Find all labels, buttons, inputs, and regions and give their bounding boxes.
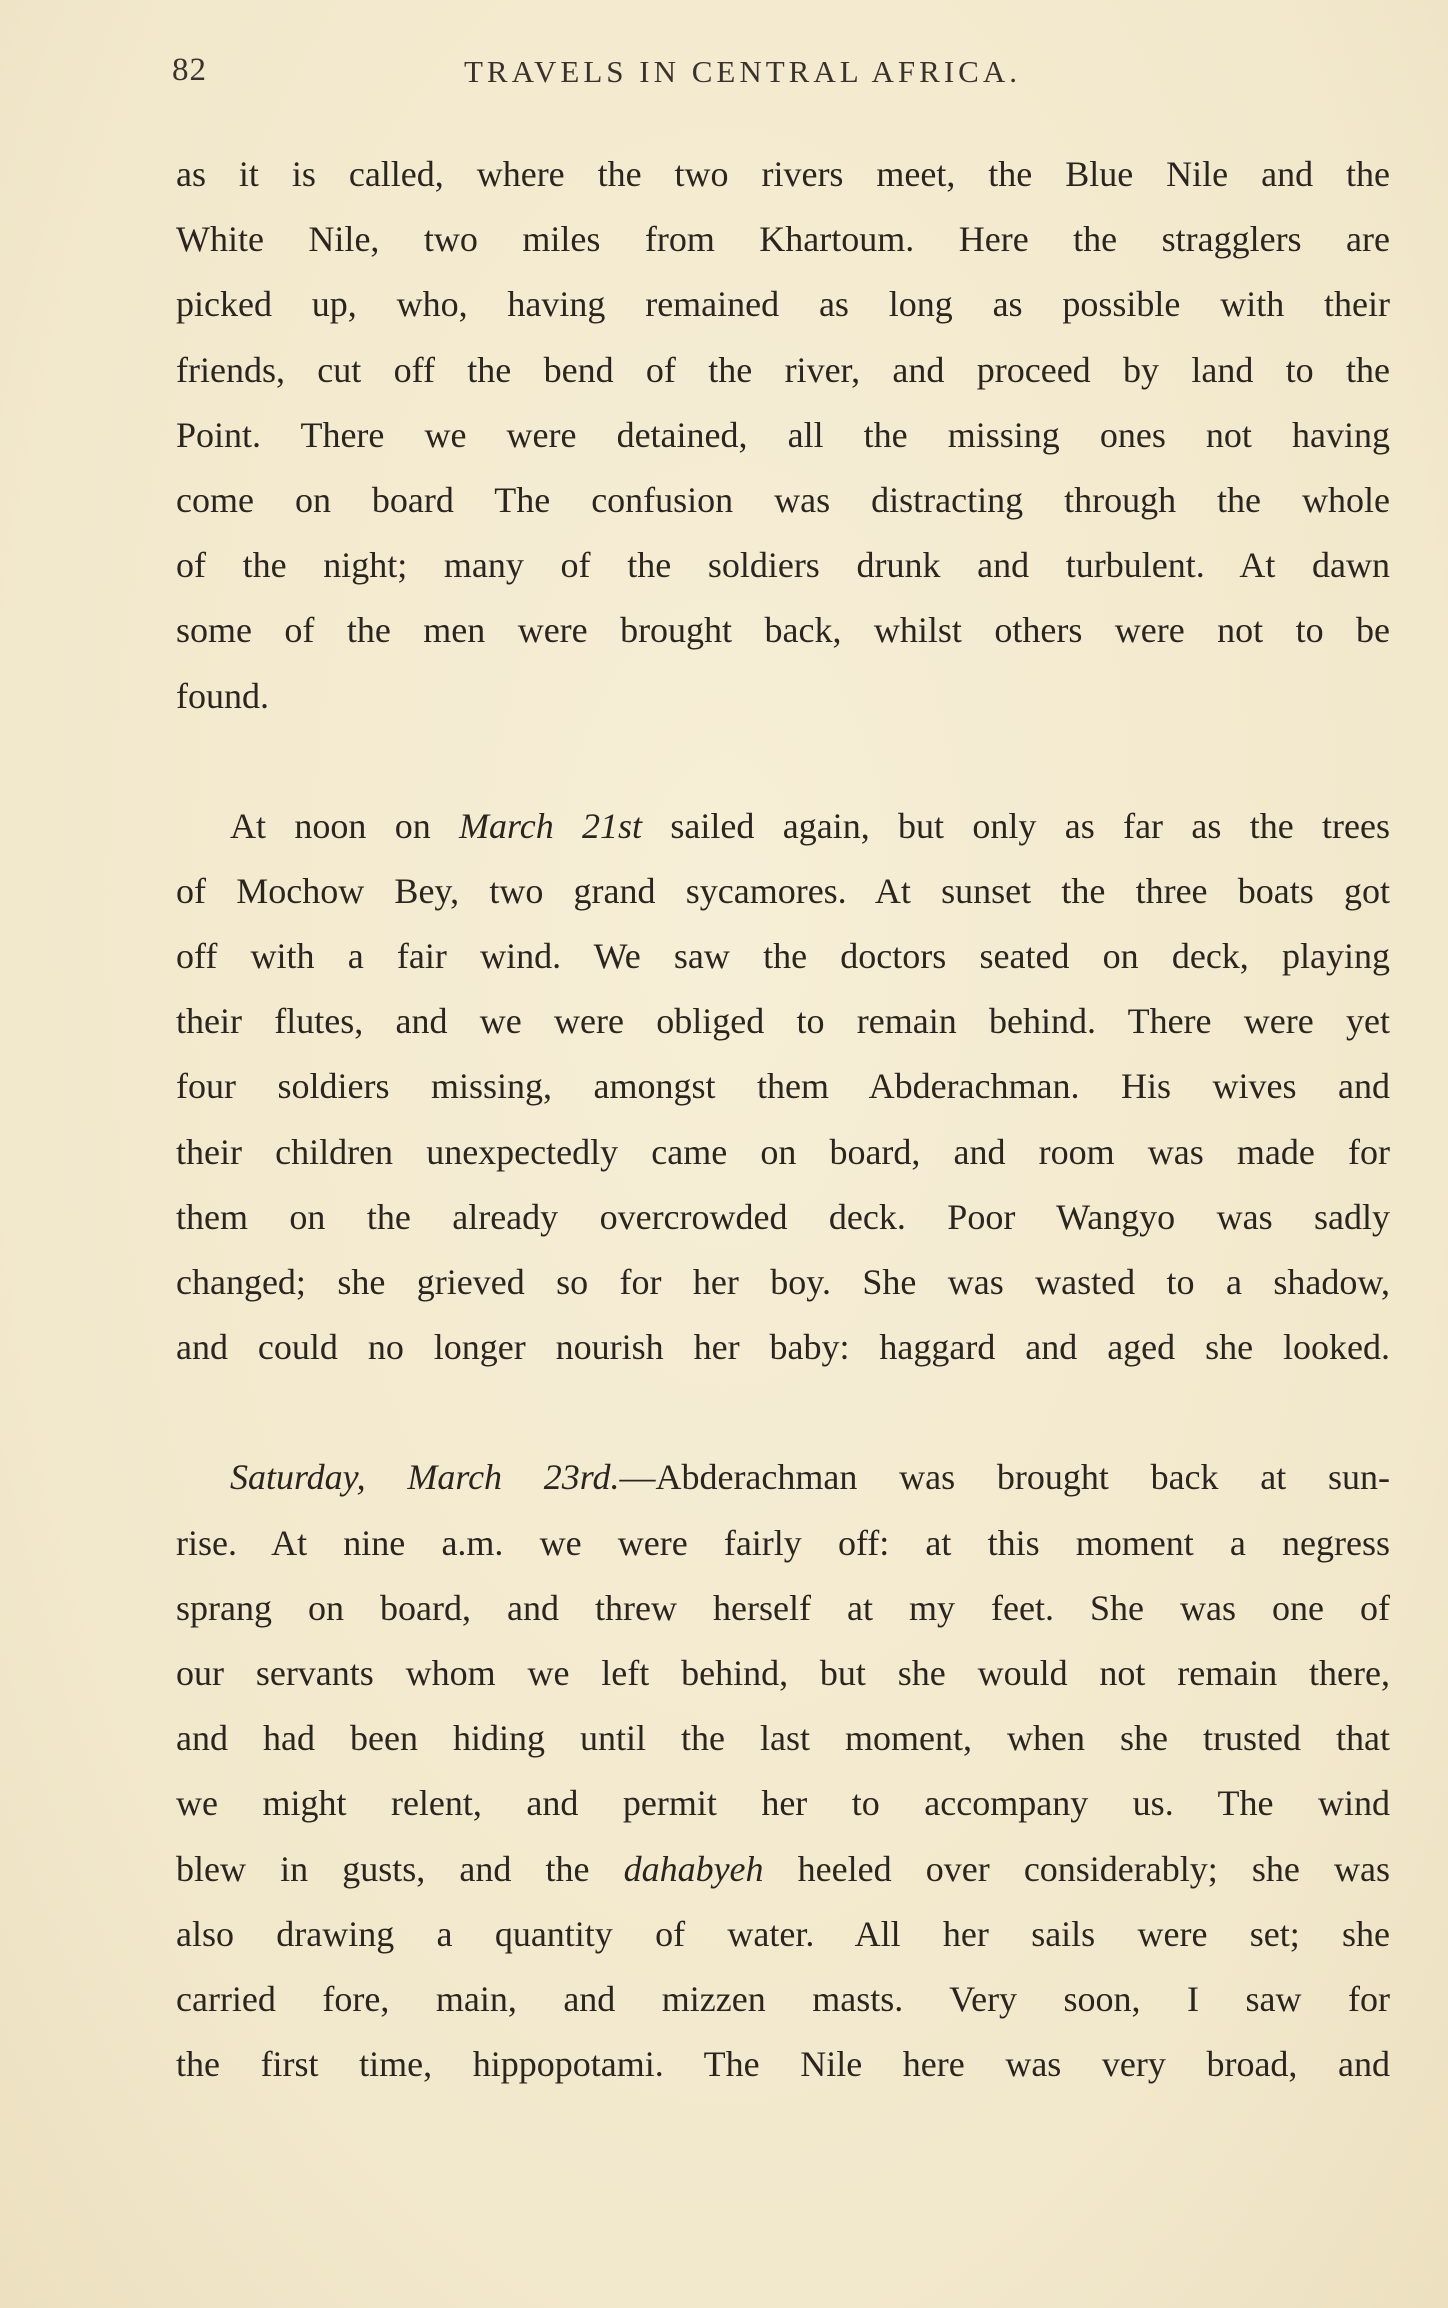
text-line: their flutes, and we were obliged to remain behind. There were yet: [176, 1001, 1390, 1042]
italic-date: March 21st: [459, 805, 643, 846]
text-run: sailed again, but only as far as the trees: [642, 805, 1390, 846]
paragraph-gap: [176, 729, 1390, 794]
body-text: [176, 142, 1390, 2097]
text-line: as it is called, where the two rivers meet, the Blue Nile and the: [176, 154, 1390, 194]
text-line: of the night; many of the soldiers drunk and turbulent. At dawn: [176, 545, 1390, 586]
page-number: 82: [172, 52, 207, 88]
text-line: the first time, hippopotami. The Nile here was very broad, and: [176, 2044, 1390, 2085]
page-header: [172, 52, 1402, 102]
text-line: [176, 1445, 1390, 1510]
paragraph-gap: [176, 1380, 1390, 1445]
text-run: At noon on: [230, 805, 460, 846]
text-line: them on the already overcrowded deck. Poor Wangyo was sadly: [176, 1196, 1390, 1237]
text-line: [176, 794, 1390, 859]
text-line: come on board The confusion was distracting through the whole: [176, 479, 1390, 520]
text-line: off with a fair wind. We saw the doctors seated on deck, playing: [176, 936, 1390, 977]
text-line: friends, cut off the bend of the river, and proceed by land to the: [176, 349, 1390, 390]
text-run: heeled over considerably; she was: [763, 1848, 1390, 1889]
text-line: [176, 1837, 1390, 1902]
text-line: of Mochow Bey, two grand sycamores. At sunset the three boats got: [176, 870, 1390, 911]
paragraph-3: [176, 1445, 1390, 2097]
text-line: White Nile, two miles from Khartoum. Here the stragglers are: [176, 219, 1390, 260]
text-line: Point. There we were detained, all the missing ones not having: [176, 414, 1390, 455]
text-line: our servants whom we left behind, but she would not remain there,: [176, 1652, 1390, 1693]
text-line: their children unexpectedly came on board, and room was made for: [176, 1131, 1390, 1172]
text-line: some of the men were brought back, whilst others were not to be: [176, 610, 1390, 651]
text-line: we might relent, and permit her to accompany us. The wind: [176, 1783, 1390, 1824]
text-line: and could no longer nourish her baby: haggard and aged she looked.: [176, 1327, 1390, 1368]
text-line: and had been hiding until the last moment, when she trusted that: [176, 1718, 1390, 1759]
paragraph-2: [176, 794, 1390, 1381]
paragraph-1: [176, 142, 1390, 729]
text-line: four soldiers missing, amongst them Abderachman. His wives and: [176, 1066, 1390, 1107]
text-line: found.: [176, 675, 269, 716]
text-line: carried fore, main, and mizzen masts. Very soon, I saw for: [176, 1978, 1390, 2019]
text-line: sprang on board, and threw herself at my feet. She was one of: [176, 1587, 1390, 1628]
text-line: changed; she grieved so for her boy. She was wasted to a shadow,: [176, 1262, 1390, 1302]
text-run: —Abderachman was brought back at sun-: [619, 1457, 1390, 1498]
running-title: TRAVELS IN CENTRAL AFRICA.: [464, 54, 1021, 89]
text-line: rise. At nine a.m. we were fairly off: at this moment a negress: [176, 1522, 1390, 1563]
text-run: blew in gusts, and the: [176, 1848, 624, 1889]
text-line: picked up, who, having remained as long as possible with their: [176, 284, 1390, 325]
italic-word: dahabyeh: [623, 1848, 764, 1889]
italic-date: Saturday, March 23rd.: [230, 1457, 620, 1498]
text-line: also drawing a quantity of water. All her sails were set; she: [176, 1913, 1390, 1954]
